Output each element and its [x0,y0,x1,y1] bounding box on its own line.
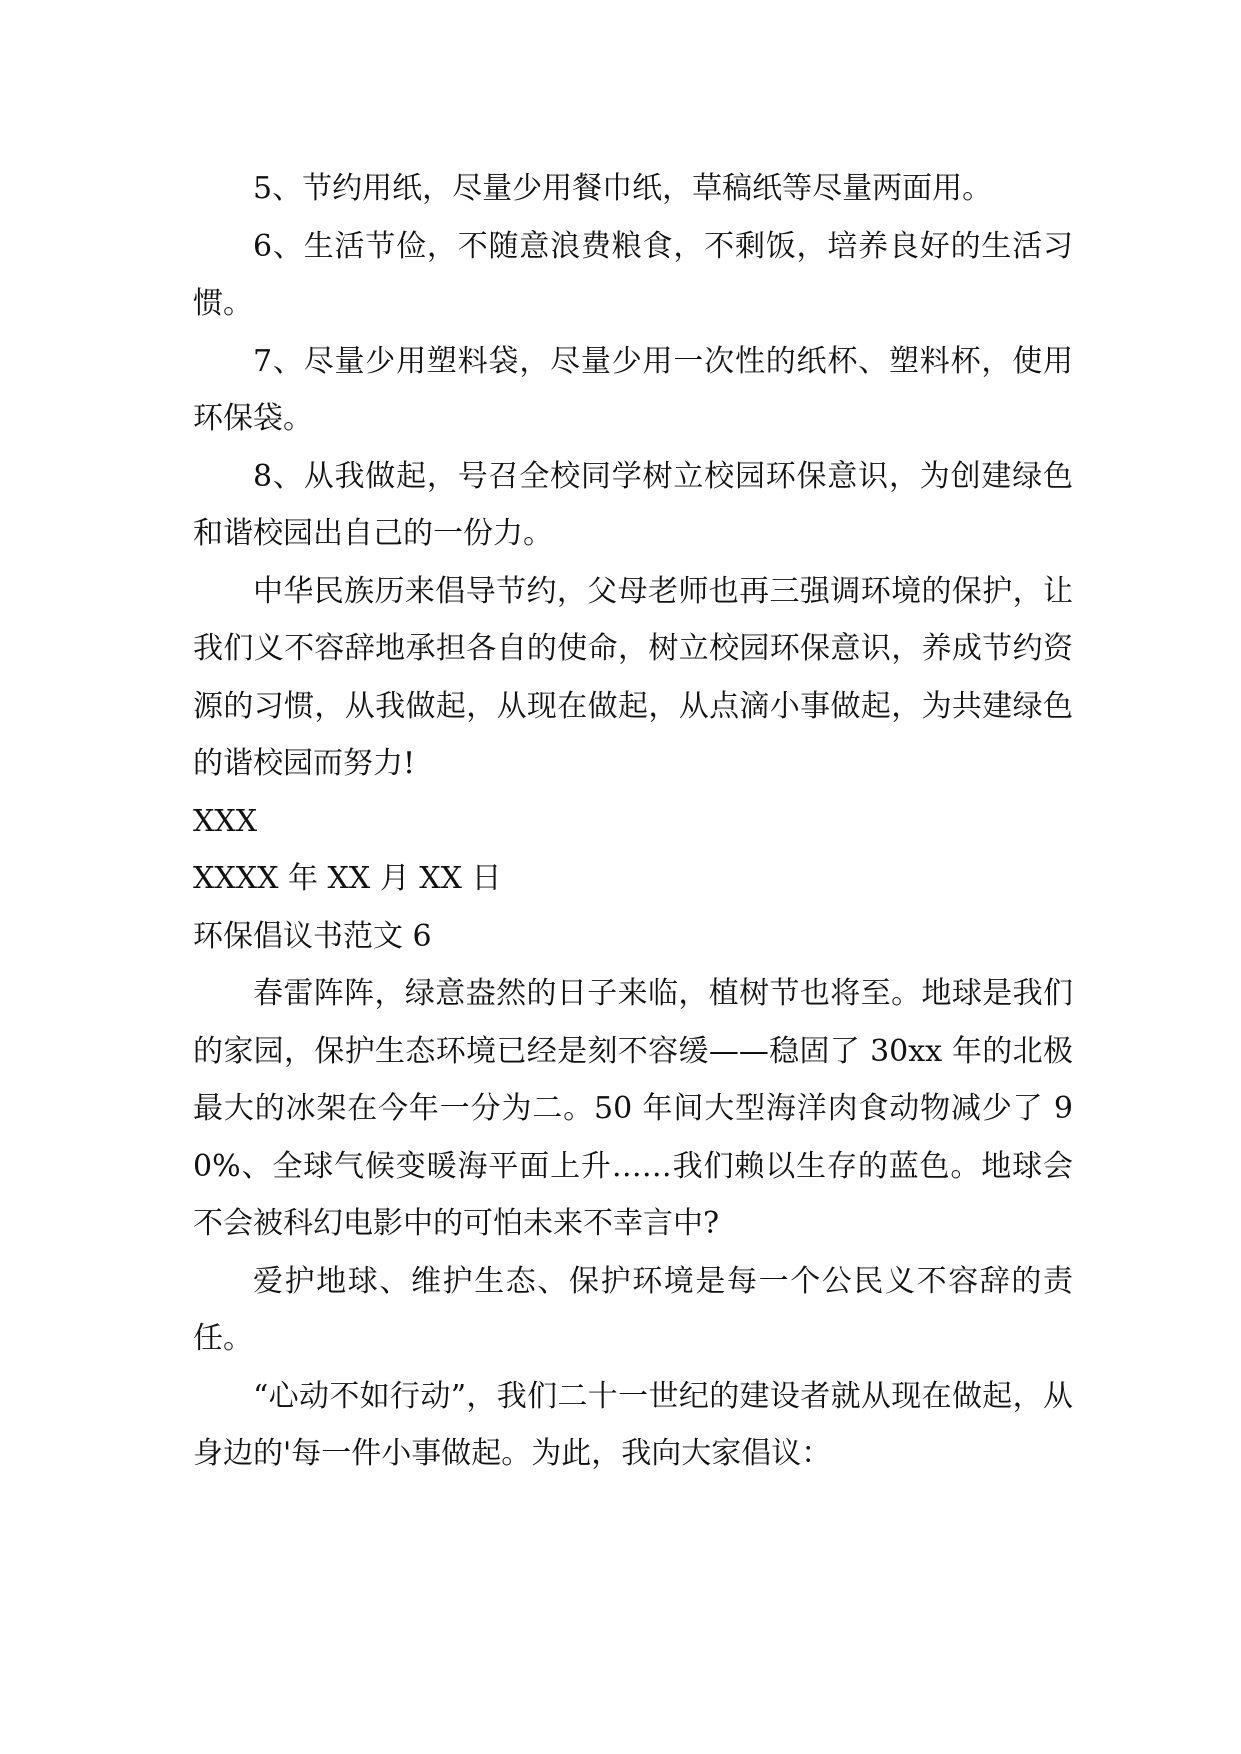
paragraph-responsibility: 爱护地球、维护生态、保护环境是每一个公民义不容辞的责任。 [193,1263,1073,1356]
section-title: 环保倡议书范文 6 [193,918,432,954]
paragraph-item-6: 6、生活节俭，不随意浪费粮食，不剩饭，培养良好的生活习惯。 [193,228,1073,321]
paragraph-item-8: 8、从我做起，号召全校同学树立校园环保意识，为创建绿色和谐校园出自己的一份力。 [193,458,1073,551]
document-body [193,160,1073,1483]
paragraph-call-to-action: “心动不如行动”，我们二十一世纪的建设者就从现在做起，从身边的'每一件小事做起。为此，我向大家倡议： [193,1378,1073,1471]
paragraph-intro: 春雷阵阵，绿意盎然的日子来临，植树节也将至。地球是我们的家园，保护生态环境已经是刻不容缓——稳固了 30xx 年的北极最大的冰架在今年一分为二。50 年间大型海洋肉食动物减少了 90%、全球气候变暖海平面上升……我们赖以生存的蓝色。地球会不会被科幻电影中的可怕未来不幸言中? [193,976,1073,1241]
paragraph-item-5: 5、节约用纸，尽量少用餐巾纸，草稿纸等尽量两面用。 [253,171,993,206]
paragraph-closing: 中华民族历来倡导节约，父母老师也再三强调环境的保护，让我们义不容辞地承担各自的使命，树立校园环保意识，养成节约资源的习惯，从我做起，从现在做起，从点滴小事做起，为共建绿色的谐校园而努力! [193,573,1073,781]
paragraph-item-7: 7、尽量少用塑料袋，尽量少用一次性的纸杯、塑料杯，使用环保袋。 [193,343,1073,436]
date-line: XXXX 年 XX 月 XX 日 [193,861,502,896]
signature: XXX [193,803,258,839]
